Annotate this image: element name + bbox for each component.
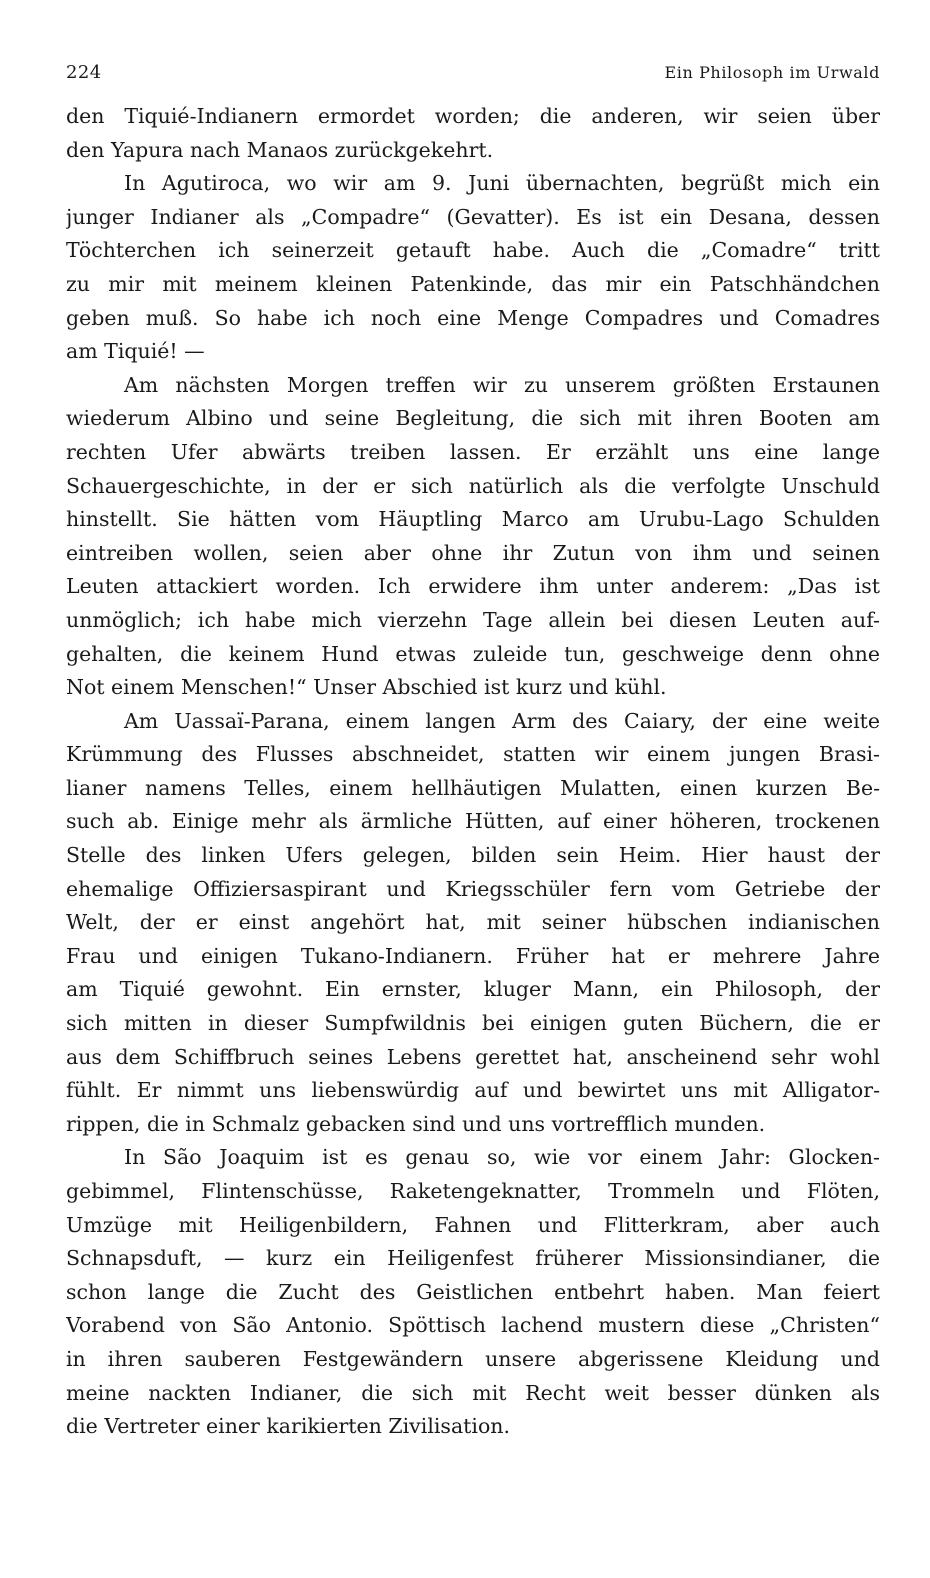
text-line: gebimmel, Flintenschüsse, Raketengeknatter, Trommeln und Flöten, xyxy=(66,1179,880,1203)
text-line: In Agutiroca, wo wir am 9. Juni übernachten, begrüßt mich ein xyxy=(124,171,880,196)
text-line: such ab. Einige mehr als ärmliche Hütten, auf einer höheren, trockenen xyxy=(66,809,880,834)
text-line: geben muß. So habe ich noch eine Menge Compadres und Comadres xyxy=(66,305,880,330)
text-line: Not einem Menschen!“ Unser Abschied ist kurz und kühl. xyxy=(66,675,667,700)
text-line: Töchterchen ich seinerzeit getauft habe. Auch die „Comadre“ tritt xyxy=(66,238,880,263)
text-line: Frau und einigen Tukano-Indianern. Früher hat er mehrere Jahre xyxy=(66,943,880,968)
text-line: den Yapura nach Manaos zurückgekehrt. xyxy=(66,137,494,162)
text-line: rippen, die in Schmalz gebacken sind und uns vortrefflich munden. xyxy=(66,1111,766,1136)
text-line: in ihren sauberen Festgewändern unsere abgerissene Kleidung und xyxy=(66,1346,880,1371)
text-line: sich mitten in dieser Sumpfwildnis bei einigen guten Büchern, die er xyxy=(66,1011,880,1036)
text-line: Leuten attackiert worden. Ich erwidere ihm unter anderem: „Das ist xyxy=(66,574,880,599)
book-page xyxy=(66,62,880,1444)
running-head xyxy=(66,62,880,94)
text-line: schon lange die Zucht des Geistlichen entbehrt haben. Man feiert xyxy=(66,1279,880,1304)
text-line: am Tiquié! — xyxy=(66,339,205,364)
page-number: 224 xyxy=(66,62,102,83)
text-line: wiederum Albino und seine Begleitung, die sich mit ihren Booten am xyxy=(66,406,880,431)
text-line: Schauergeschichte, in der er sich natürlich als die verfolgte Unschuld xyxy=(66,473,880,498)
text-line: fühlt. Er nimmt uns liebenswürdig auf und bewirtet uns mit Alligator- xyxy=(66,1078,880,1103)
text-line: In São Joaquim ist es genau so, wie vor einem Jahr: Glocken- xyxy=(124,1145,880,1170)
text-line: Stelle des linken Ufers gelegen, bilden sein Heim. Hier haust der xyxy=(66,843,880,868)
text-line: Krümmung des Flusses abschneidet, statten wir einem jungen Brasi- xyxy=(66,742,880,767)
running-title: Ein Philosoph im Urwald xyxy=(664,63,880,82)
text-line: gehalten, die keinem Hund etwas zuleide tun, geschweige denn ohne xyxy=(66,641,880,666)
text-line: Am Uassaï-Parana, einem langen Arm des Caiary, der eine weite xyxy=(124,708,880,733)
text-line: aus dem Schiffbruch seines Lebens gerettet hat, anscheinend sehr wohl xyxy=(66,1044,880,1069)
text-line: meine nackten Indianer, die sich mit Recht weit besser dünken als xyxy=(66,1380,880,1405)
text-line: junger Indianer als „Compadre“ (Gevatter). Es ist ein Desana, dessen xyxy=(66,204,880,229)
body-text xyxy=(66,100,880,1444)
text-line: Welt, der er einst angehört hat, mit seiner hübschen indianischen xyxy=(66,910,880,935)
text-line: zu mir mit meinem kleinen Patenkinde, das mir ein Patschhändchen xyxy=(66,271,880,296)
text-line: rechten Ufer abwärts treiben lassen. Er erzählt uns eine lange xyxy=(66,439,880,464)
text-line: ehemalige Offiziersaspirant und Kriegsschüler fern vom Getriebe der xyxy=(66,876,880,901)
text-line: den Tiquié-Indianern ermordet worden; die anderen, wir seien über xyxy=(66,104,880,128)
text-line: die Vertreter einer karikierten Zivilisation. xyxy=(66,1414,511,1439)
text-line: unmöglich; ich habe mich vierzehn Tage allein bei diesen Leuten auf- xyxy=(66,607,880,632)
text-line: Schnapsduft, — kurz ein Heiligenfest früherer Missionsindianer, die xyxy=(66,1246,880,1271)
text-line: Vorabend von São Antonio. Spöttisch lachend mustern diese „Christen“ xyxy=(66,1313,880,1338)
text-line: Am nächsten Morgen treffen wir zu unserem größten Erstaunen xyxy=(124,372,880,397)
text-line: lianer namens Telles, einem hellhäutigen Mulatten, einen kurzen Be- xyxy=(66,775,880,800)
text-line: Umzüge mit Heiligenbildern, Fahnen und Flitterkram, aber auch xyxy=(66,1212,880,1237)
text-line: am Tiquié gewohnt. Ein ernster, kluger Mann, ein Philosoph, der xyxy=(66,977,880,1002)
text-line: hinstellt. Sie hätten vom Häuptling Marco am Urubu-Lago Schulden xyxy=(66,507,880,532)
text-line: eintreiben wollen, seien aber ohne ihr Zutun von ihm und seinen xyxy=(66,540,880,565)
